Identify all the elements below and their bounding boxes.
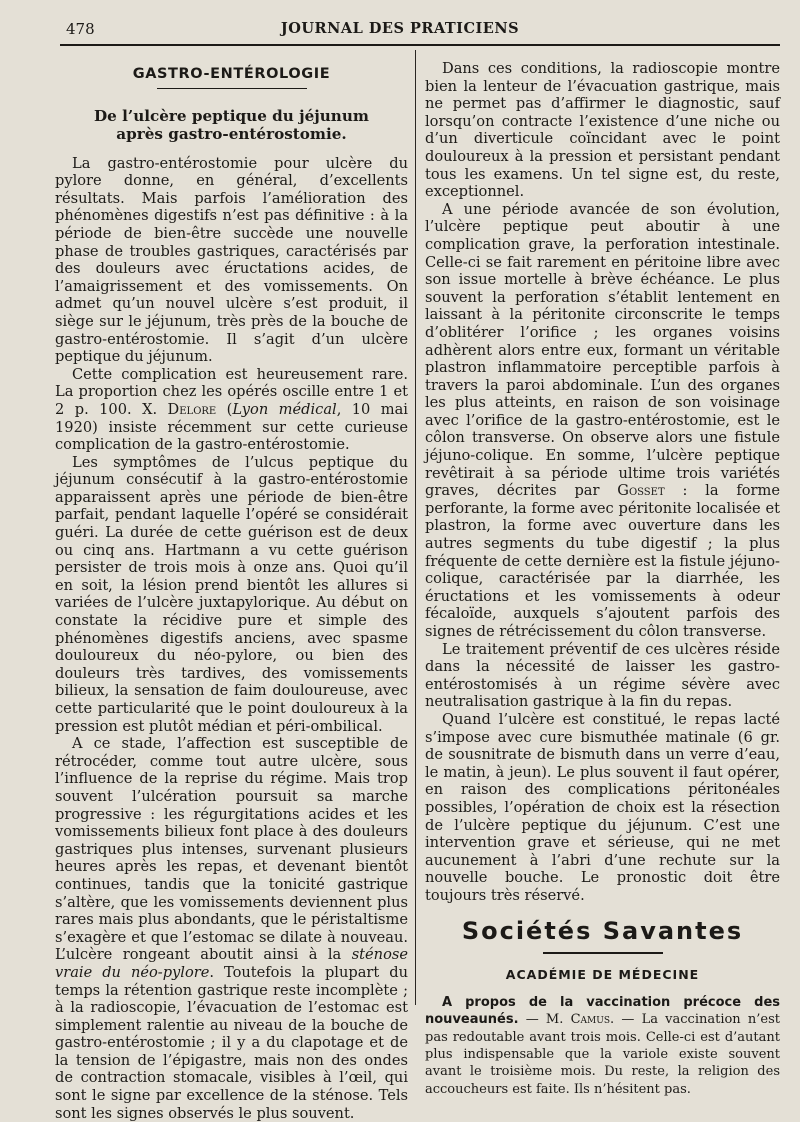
paragraph: Quand l’ulcère est constitué, le repas lacté s’impose avec cure bismuthée matinale (6 gr. de sousnitrate de bismuth dans un verre d’eau, le matin, à jeun). Le plus souvent il faut opérer, en raison des complications péritonéales possibles, l’opération de choix est la résection de l’ulcère peptique du jéjunum. C’est une intervention grave et sérieuse, qui ne met aucunement à l’abri d’une rechute sur la nouvelle bouche. Le pronostic doit être toujours très réservé.: [425, 710, 780, 904]
running-head: [0, 20, 800, 42]
text-run: . Toutefois la plupart du temps la rétention gastrique reste incomplète ; à la radioscopie, l’évacuation de l’estomac est simplement ralentie au niveau de la bouche de gastro-entérostomie ; il y a du clapotage et de la tension de l’épigastre, mais non des ondes de contraction stomacale, visibles à l’œil, qui sont le signe par excellence de la sténose. Tels sont les signes observés le plus souvent.: [55, 963, 408, 1122]
paragraph: Dans ces conditions, la radioscopie montre bien la lenteur de l’évacuation gastrique, mais ne permet pas d’affirmer le diagnostic, sauf lorsqu’on contracte l’existence d’une niche ou d’un diverticule coïncidant avec le point douloureux à la pression et persistant pendant tous les examens. Un tel signe est, du reste, exceptionnel.: [425, 60, 780, 201]
societes-heading: Sociétés Savantes: [461, 916, 744, 945]
paragraph: [55, 366, 408, 454]
italic-term: sténose vraie du néo-pylore: [55, 946, 408, 981]
column-divider: [415, 50, 416, 1005]
paragraph: [425, 201, 780, 641]
section-heading-rule: [157, 88, 307, 89]
journal-citation: Lyon médical: [232, 400, 337, 418]
text-run: (: [216, 400, 233, 418]
article-title-line-1: De l’ulcère peptique du jéjunum: [94, 106, 369, 125]
text-run: : la forme perforante, la forme avec péritonite localisée et plastron, la forme avec ouverture dans les autres segments du tube digestif ; la plus fréquente de cette dernière est la fistule jéjuno-colique, caractérisée par la diarrhée, les éructations et les vomissements à odeur fécaloïde, auxquels s’ajoutent parfois des signes de rétrécissement du côlon transverse.: [425, 482, 781, 640]
paragraph: La gastro-entérostomie pour ulcère du pylore donne, en général, d’excellents résultats. Mais parfois l’amélioration des phénomènes digestifs n’est pas définitive : à la période de bien-être succède une nouvelle phase de troubles gastriques, caractérisés par des douleurs avec éructations acides, de l’amaigrissement et des vomissements. On admet qu’un nouvel ulcère s’est produit, il siège sur le jéjunum, très près de la bouche de gastro-entérostomie. Il s’agit d’un ulcère peptique du jéjunum.: [55, 154, 408, 366]
text-run: Cette complication est heureusement rare. La proportion chez les opérés oscille entre 1 et 2 p. 100. X.: [55, 365, 408, 418]
text-run: A ce stade, l’affection est susceptible de rétrocéder, comme tout autre ulcère, sous l’influence de la reprise du régime. Mais trop souvent l’ulcération poursuit sa marche progressive : les régurgitations acides et les vomissements bilieux font place à des douleurs gastriques plus intenses, survenant plusieurs heures après les repas, et devenant bientôt continues, tandis que la tonicité gastrique s’altère, que les vomissements deviennent plus rares mais plus abondants, que le péristaltisme s’exagère et que l’estomac se dilate à nouveau. L’ulcère rongeant aboutit ainsi à la: [55, 735, 408, 964]
paragraph: [55, 735, 408, 1122]
journal-title: JOURNAL DES PRATICIENS: [280, 20, 520, 37]
article-title-line-2: après gastro-entérostomie.: [116, 124, 347, 143]
right-column: [425, 60, 780, 1098]
text-run: , 10 mai 1920) insiste récemment sur cette curieuse complication de la gastro-entérostomie.: [55, 400, 408, 454]
author-name: Delore: [167, 400, 217, 418]
header-rule: [60, 44, 780, 46]
paragraph: Le traitement préventif de ces ulcères réside dans la nécessité de laisser les gastro-entérostomisés à un régime sévère avec neutralisation gastrique à la fin du repas.: [425, 640, 780, 711]
section-heading: GASTRO-ENTÉROLOGIE: [132, 66, 331, 82]
text-run: A une période avancée de son évolution, l’ulcère peptique peut aboutir à une complication grave, la perforation intestinale. Celle-ci se fait rarement en péritoine libre avec son issue mortelle à brève échéance. Le plus souvent la perforation s’établit lentement en laissant à la péritonite circonscrite le temps d’oblitérer l’orifice ; les organes voisins adhèrent alors entre eux, formant un véritable plastron inflammatoire perceptible parfois à travers la paroi abdominale. L’un des organes les plus atteints, en raison de son voisinage avec l’orifice de la gastro-entérostomie, est le côlon transverse. On observe alors une fistule jéjuno-colique. En somme, l’ulcère peptique revêtirait à sa période ultime trois variétés graves, décrites par: [425, 200, 780, 500]
academie-heading: ACADÉMIE DE MÉDECINE: [505, 967, 700, 983]
author-name: Camus: [570, 1012, 611, 1028]
page-number: 478: [66, 20, 95, 38]
author-name: Gosset: [617, 482, 665, 500]
report-title: A propos de la vaccination précoce des nouveaunés.: [425, 994, 780, 1028]
academie-report: [425, 994, 780, 1098]
text-run: . — La vaccination n’est pas redoutable avant trois mois. Celle-ci est d’autant plus indispensable que la variole existe souvent avant le troisième mois. Du reste, la religion des accoucheurs est faite. Ils n’hésitent pas.: [425, 1012, 780, 1097]
paragraph: Les symptômes de l’ulcus peptique du jéjunum consécutif à la gastro-entérostomie apparaissent après une période de bien-être parfait, pendant laquelle l’opéré se considérait guéri. La durée de cette guérison est de deux ou cinq ans. Hartmann a vu cette guérison persister de trois mois à onze ans. Quoi qu’il en soit, la lésion prend bientôt les allures si variées de l’ulcère juxtapylorique. Au début on constate la récidive pure et simple des phénomènes digestifs anciens, avec spasme douloureux du néo-pylore, ou bien des douleurs très tardives, des vomissements bilieux, la sensation de faim douloureuse, avec cette particularité que le point douloureux à la pression est plutôt médian et péri-ombilical.: [55, 453, 408, 735]
text-run: — M.: [518, 1012, 571, 1028]
paragraph: [425, 994, 780, 1098]
societes-rule: [543, 952, 663, 954]
left-column: [55, 60, 408, 1122]
article-title: [55, 107, 408, 143]
